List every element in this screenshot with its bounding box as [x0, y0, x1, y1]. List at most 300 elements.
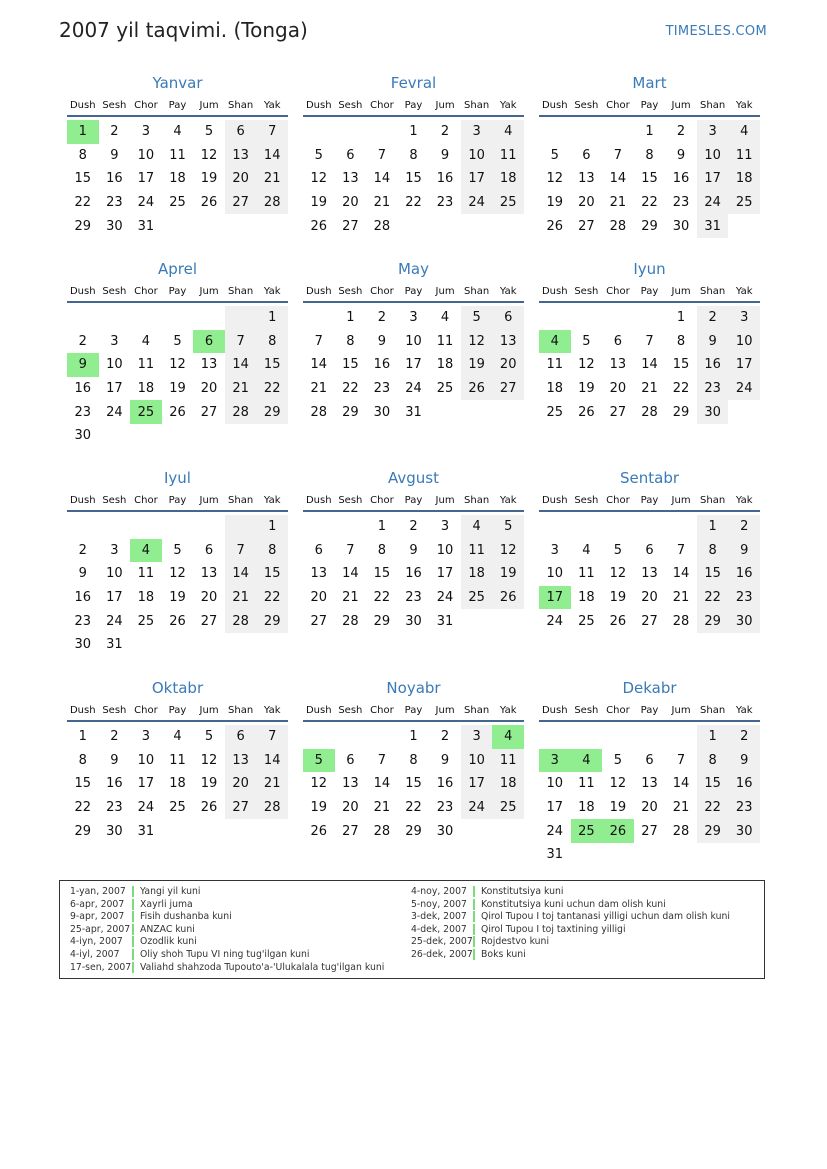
- day-cell: 25: [546, 404, 564, 420]
- day-cell: 5: [314, 147, 323, 163]
- day-cell: 31: [436, 613, 454, 629]
- day-cell: 10: [461, 749, 493, 773]
- day-cell: 29: [74, 823, 92, 839]
- day-cell: 23: [436, 195, 454, 211]
- weekday-label: Jum: [671, 100, 691, 111]
- legend-item: [70, 949, 384, 962]
- day-cell: 19: [310, 800, 328, 816]
- day-cell: 16: [74, 381, 92, 397]
- legend-color-bar: [132, 962, 134, 973]
- day-cell: 7: [676, 752, 686, 768]
- day-cell: 18: [169, 171, 186, 187]
- day-cell: 12: [310, 776, 328, 792]
- day-cell: 22: [256, 586, 288, 610]
- day-cell: 11: [492, 749, 524, 773]
- day-cell: 19: [169, 590, 186, 606]
- day-cell: 4: [461, 515, 493, 539]
- weekday-label: Yak: [499, 286, 517, 297]
- day-cell: 5: [173, 542, 182, 558]
- day-cell: 28: [342, 613, 359, 629]
- empty-cell: [366, 120, 398, 144]
- legend-item: [70, 899, 384, 912]
- day-cell: 15: [373, 566, 391, 582]
- weekday-label: Shan: [228, 100, 254, 111]
- weekday-label: Jum: [199, 705, 219, 716]
- day-cell: 13: [342, 776, 359, 792]
- day-cell: 9: [110, 752, 119, 768]
- day-cell: 1: [256, 306, 288, 330]
- day-cell: 25: [461, 586, 493, 610]
- weekday-header: [303, 701, 524, 722]
- day-cell: 5: [613, 542, 623, 558]
- day-cell: 17: [137, 171, 155, 187]
- weekday-label: Dush: [541, 495, 568, 506]
- weekday-label: Sesh: [102, 495, 127, 506]
- weekday-label: Shan: [464, 495, 490, 506]
- day-cell: 11: [578, 566, 595, 582]
- month-title: Iyun: [633, 260, 666, 278]
- day-cell: 17: [697, 167, 729, 191]
- day-cell: 12: [492, 539, 524, 563]
- weekday-label: Shan: [464, 705, 490, 716]
- day-cell: 22: [256, 377, 288, 401]
- day-cell: 11: [728, 144, 760, 168]
- weekday-header: [303, 282, 524, 303]
- day-cell: 28: [609, 218, 627, 234]
- day-cell: 16: [106, 171, 123, 187]
- day-cell: 4: [440, 310, 450, 326]
- day-cell: 10: [405, 333, 422, 349]
- day-cell: 12: [200, 752, 218, 768]
- day-cell: 13: [641, 566, 658, 582]
- empty-cell: [634, 306, 666, 330]
- month-title: Dekabr: [622, 679, 677, 697]
- day-cell: 12: [169, 357, 186, 373]
- brand-link[interactable]: TIMESLES.COM: [665, 24, 767, 39]
- day-cell: 17: [106, 590, 123, 606]
- day-cell: 29: [256, 400, 288, 424]
- day-cell: 22: [342, 381, 359, 397]
- day-cell: 13: [310, 566, 328, 582]
- day-cell: 7: [225, 330, 257, 354]
- weekday-label: Sesh: [102, 705, 127, 716]
- legend-item: [70, 936, 384, 949]
- days-grid: [303, 725, 524, 843]
- weekday-header: [67, 491, 288, 512]
- weekday-header: [303, 491, 524, 512]
- day-cell: 23: [74, 613, 92, 629]
- day-cell: 15: [405, 776, 422, 792]
- day-cell: 5: [204, 124, 214, 140]
- day-cell: 31: [137, 823, 155, 839]
- day-cell: 23: [74, 404, 92, 420]
- weekday-label: Shan: [700, 100, 726, 111]
- day-cell: 31: [405, 404, 422, 420]
- month-avgust: [303, 468, 524, 633]
- day-cell: 17: [546, 800, 564, 816]
- day-cell: 31: [137, 218, 155, 234]
- day-cell: 22: [641, 195, 658, 211]
- day-cell: 3: [461, 725, 493, 749]
- empty-cell: [366, 725, 398, 749]
- day-cell: 19: [461, 353, 493, 377]
- legend-column-left: [70, 886, 384, 974]
- day-cell: 21: [225, 586, 257, 610]
- legend-date: 6-apr, 2007: [70, 898, 125, 910]
- day-cell: 31: [546, 847, 564, 863]
- weekday-label: Jum: [435, 705, 455, 716]
- day-cell: 3: [409, 310, 418, 326]
- day-cell: 8: [409, 752, 418, 768]
- day-cell: 1: [346, 310, 355, 326]
- weekday-label: Pay: [404, 705, 423, 716]
- day-cell: 27: [225, 191, 257, 215]
- weekday-label: Sesh: [102, 100, 127, 111]
- holiday-day-cell: 25: [130, 400, 162, 424]
- days-grid: [67, 515, 288, 657]
- month-yanvar: [67, 73, 288, 238]
- weekday-label: Dush: [305, 286, 332, 297]
- day-cell: 1: [78, 729, 87, 745]
- weekday-label: Jum: [671, 495, 691, 506]
- day-cell: 29: [74, 218, 92, 234]
- day-cell: 14: [310, 357, 328, 373]
- day-cell: 27: [342, 823, 359, 839]
- day-cell: 29: [697, 819, 729, 843]
- day-cell: 25: [492, 796, 524, 820]
- day-cell: 21: [342, 590, 359, 606]
- legend-holiday-name: Yangi yil kuni: [140, 886, 201, 897]
- day-cell: 30: [106, 218, 123, 234]
- day-cell: 2: [409, 519, 418, 535]
- legend-holiday-name: Boks kuni: [481, 948, 526, 960]
- month-oktabr: [67, 678, 288, 843]
- day-cell: 27: [200, 613, 218, 629]
- day-cell: 7: [346, 542, 355, 558]
- weekday-label: Yak: [263, 286, 281, 297]
- day-cell: 11: [169, 147, 186, 163]
- legend-color-bar: [132, 899, 134, 910]
- month-iyun: [539, 259, 760, 424]
- day-cell: 5: [613, 752, 623, 768]
- weekday-label: Jum: [435, 495, 455, 506]
- day-cell: 5: [550, 147, 559, 163]
- legend-holiday-name: Oliy shoh Tupu VI ning tug'ilgan kuni: [140, 948, 310, 960]
- legend-date: 17-sen, 2007: [70, 961, 132, 973]
- day-cell: 14: [373, 171, 391, 187]
- day-cell: 7: [613, 147, 623, 163]
- day-cell: 8: [409, 147, 418, 163]
- day-cell: 31: [697, 214, 729, 238]
- weekday-label: Pay: [640, 286, 659, 297]
- weekday-label: Chor: [370, 495, 394, 506]
- month-sentabr: [539, 468, 760, 633]
- day-cell: 2: [697, 306, 729, 330]
- day-cell: 27: [578, 218, 595, 234]
- day-cell: 29: [697, 609, 729, 633]
- empty-cell: [335, 120, 367, 144]
- weekday-label: Shan: [700, 705, 726, 716]
- day-cell: 28: [256, 796, 288, 820]
- empty-cell: [539, 515, 571, 539]
- day-cell: 9: [697, 330, 729, 354]
- day-cell: 12: [609, 566, 627, 582]
- day-cell: 21: [310, 381, 328, 397]
- month-title: Mart: [632, 74, 667, 92]
- weekday-header: [67, 282, 288, 303]
- day-cell: 2: [78, 333, 87, 349]
- legend-date: 3-dek, 2007: [411, 911, 467, 923]
- day-cell: 24: [697, 191, 729, 215]
- weekday-label: Yak: [735, 705, 753, 716]
- day-cell: 6: [346, 752, 355, 768]
- legend-holiday-name: Ozodlik kuni: [140, 936, 197, 948]
- day-cell: 19: [609, 800, 627, 816]
- day-cell: 16: [74, 590, 92, 606]
- day-cell: 1: [409, 124, 418, 140]
- day-cell: 20: [200, 590, 218, 606]
- weekday-label: Shan: [228, 495, 254, 506]
- weekday-label: Jum: [671, 286, 691, 297]
- day-cell: 20: [492, 353, 524, 377]
- weekday-header: [539, 96, 760, 117]
- day-cell: 10: [546, 776, 564, 792]
- weekday-label: Shan: [228, 705, 254, 716]
- day-cell: 16: [405, 566, 422, 582]
- legend-holiday-name: Valiahd shahzoda Tupouto'a-'Ulukalala tug'ilgan kuni: [140, 961, 385, 973]
- holiday-day-cell: 5: [303, 749, 335, 773]
- weekday-label: Pay: [404, 495, 423, 506]
- day-cell: 30: [74, 428, 92, 444]
- empty-cell: [571, 515, 603, 539]
- weekday-label: Yak: [499, 495, 517, 506]
- day-cell: 11: [169, 752, 186, 768]
- day-cell: 6: [492, 306, 524, 330]
- day-cell: 14: [672, 776, 690, 792]
- day-cell: 20: [342, 800, 359, 816]
- day-cell: 20: [225, 167, 257, 191]
- day-cell: 14: [225, 562, 257, 586]
- day-cell: 28: [672, 613, 690, 629]
- day-cell: 18: [137, 590, 155, 606]
- day-cell: 30: [672, 218, 690, 234]
- day-cell: 13: [225, 749, 257, 773]
- day-cell: 7: [676, 542, 686, 558]
- day-cell: 21: [641, 381, 658, 397]
- day-cell: 31: [106, 637, 123, 653]
- day-cell: 8: [697, 749, 729, 773]
- holiday-day-cell: 17: [539, 586, 571, 610]
- day-cell: 22: [74, 195, 92, 211]
- days-grid: [539, 120, 760, 238]
- day-cell: 9: [728, 539, 760, 563]
- day-cell: 16: [728, 772, 760, 796]
- day-cell: 8: [256, 539, 288, 563]
- day-cell: 15: [697, 772, 729, 796]
- day-cell: 18: [461, 562, 493, 586]
- weekday-label: Dush: [69, 100, 96, 111]
- day-cell: 12: [609, 776, 627, 792]
- day-cell: 21: [672, 800, 690, 816]
- day-cell: 12: [546, 171, 564, 187]
- weekday-label: Yak: [735, 286, 753, 297]
- day-cell: 12: [578, 357, 595, 373]
- day-cell: 6: [645, 752, 654, 768]
- day-cell: 13: [578, 171, 595, 187]
- weekday-header: [539, 491, 760, 512]
- month-title: Iyul: [164, 469, 191, 487]
- legend-date: 25-apr, 2007: [70, 923, 131, 935]
- legend-holiday-name: Fisih dushanba kuni: [140, 911, 232, 923]
- weekday-label: Chor: [134, 286, 158, 297]
- days-grid: [67, 725, 288, 843]
- month-iyul: [67, 468, 288, 657]
- day-cell: 21: [373, 195, 391, 211]
- empty-cell: [665, 515, 697, 539]
- weekday-label: Sesh: [338, 495, 363, 506]
- day-cell: 28: [641, 404, 658, 420]
- day-cell: 26: [169, 613, 186, 629]
- month-aprel: [67, 259, 288, 448]
- legend-item: [411, 899, 730, 912]
- day-cell: 26: [461, 377, 493, 401]
- day-cell: 8: [256, 330, 288, 354]
- day-cell: 28: [672, 823, 690, 839]
- day-cell: 4: [728, 120, 760, 144]
- day-cell: 28: [373, 218, 391, 234]
- legend-item: [70, 924, 384, 937]
- day-cell: 11: [137, 357, 155, 373]
- month-dekabr: [539, 678, 760, 867]
- weekday-label: Jum: [435, 286, 455, 297]
- day-cell: 9: [409, 542, 418, 558]
- day-cell: 22: [697, 796, 729, 820]
- holiday-day-cell: 4: [130, 539, 162, 563]
- day-cell: 27: [641, 613, 658, 629]
- legend-item: [411, 936, 730, 949]
- day-cell: 13: [492, 330, 524, 354]
- day-cell: 29: [641, 218, 658, 234]
- day-cell: 28: [310, 404, 328, 420]
- legend-holiday-name: Rojdestvo kuni: [481, 936, 550, 948]
- day-cell: 18: [578, 800, 595, 816]
- day-cell: 10: [697, 144, 729, 168]
- weekday-label: Yak: [499, 100, 517, 111]
- day-cell: 13: [200, 566, 218, 582]
- day-cell: 23: [728, 586, 760, 610]
- legend-item: [70, 886, 384, 899]
- day-cell: 6: [314, 542, 323, 558]
- day-cell: 24: [546, 823, 564, 839]
- weekday-label: Dush: [305, 100, 332, 111]
- day-cell: 19: [578, 381, 595, 397]
- day-cell: 7: [645, 333, 654, 349]
- day-cell: 8: [377, 542, 387, 558]
- legend-holiday-name: Xayrli juma: [140, 898, 193, 910]
- day-cell: 2: [728, 725, 760, 749]
- day-cell: 23: [106, 195, 123, 211]
- day-cell: 23: [436, 800, 454, 816]
- day-cell: 8: [346, 333, 355, 349]
- days-grid: [539, 515, 760, 633]
- legend-item: [411, 886, 730, 899]
- day-cell: 24: [405, 381, 422, 397]
- day-cell: 23: [373, 381, 391, 397]
- legend-holiday-name: ANZAC kuni: [140, 923, 195, 935]
- day-cell: 16: [106, 776, 123, 792]
- day-cell: 6: [613, 333, 623, 349]
- day-cell: 23: [405, 590, 422, 606]
- day-cell: 24: [137, 800, 155, 816]
- day-cell: 22: [405, 800, 422, 816]
- month-title: Avgust: [388, 469, 439, 487]
- day-cell: 10: [137, 147, 155, 163]
- day-cell: 26: [169, 404, 186, 420]
- day-cell: 10: [137, 752, 155, 768]
- day-cell: 25: [578, 613, 595, 629]
- weekday-label: Sesh: [338, 100, 363, 111]
- empty-cell: [67, 515, 99, 539]
- empty-cell: [193, 515, 225, 539]
- empty-cell: [193, 306, 225, 330]
- day-cell: 5: [204, 729, 214, 745]
- day-cell: 29: [672, 404, 690, 420]
- holiday-day-cell: 4: [571, 749, 603, 773]
- day-cell: 4: [141, 333, 151, 349]
- day-cell: 10: [106, 357, 123, 373]
- day-cell: 30: [728, 819, 760, 843]
- day-cell: 18: [492, 772, 524, 796]
- weekday-label: Jum: [199, 286, 219, 297]
- weekday-header: [303, 96, 524, 117]
- day-cell: 4: [173, 729, 182, 745]
- weekday-label: Yak: [263, 100, 281, 111]
- day-cell: 9: [377, 333, 387, 349]
- day-cell: 15: [256, 562, 288, 586]
- empty-cell: [67, 306, 99, 330]
- month-title: Fevral: [390, 74, 437, 92]
- weekday-label: Sesh: [102, 286, 127, 297]
- day-cell: 9: [728, 749, 760, 773]
- day-cell: 20: [609, 381, 627, 397]
- day-cell: 21: [256, 167, 288, 191]
- day-cell: 22: [697, 586, 729, 610]
- day-cell: 16: [436, 171, 454, 187]
- weekday-label: Chor: [370, 705, 394, 716]
- day-cell: 13: [641, 776, 658, 792]
- day-cell: 18: [578, 590, 595, 606]
- weekday-label: Jum: [199, 100, 219, 111]
- month-noyabr: [303, 678, 524, 843]
- day-cell: 7: [256, 120, 288, 144]
- weekday-label: Jum: [671, 705, 691, 716]
- legend-color-bar: [473, 949, 475, 960]
- holiday-legend: [59, 880, 765, 979]
- legend-date: 4-dek, 2007: [411, 923, 467, 935]
- weekday-label: Chor: [606, 286, 630, 297]
- weekday-label: Dush: [541, 705, 568, 716]
- day-cell: 17: [461, 772, 493, 796]
- day-cell: 19: [546, 195, 564, 211]
- empty-cell: [571, 725, 603, 749]
- weekday-label: Shan: [228, 286, 254, 297]
- weekday-label: Jum: [199, 495, 219, 506]
- month-may: [303, 259, 524, 424]
- month-title: Aprel: [157, 260, 198, 278]
- weekday-label: Sesh: [574, 495, 599, 506]
- weekday-label: Shan: [700, 495, 726, 506]
- empty-cell: [130, 306, 162, 330]
